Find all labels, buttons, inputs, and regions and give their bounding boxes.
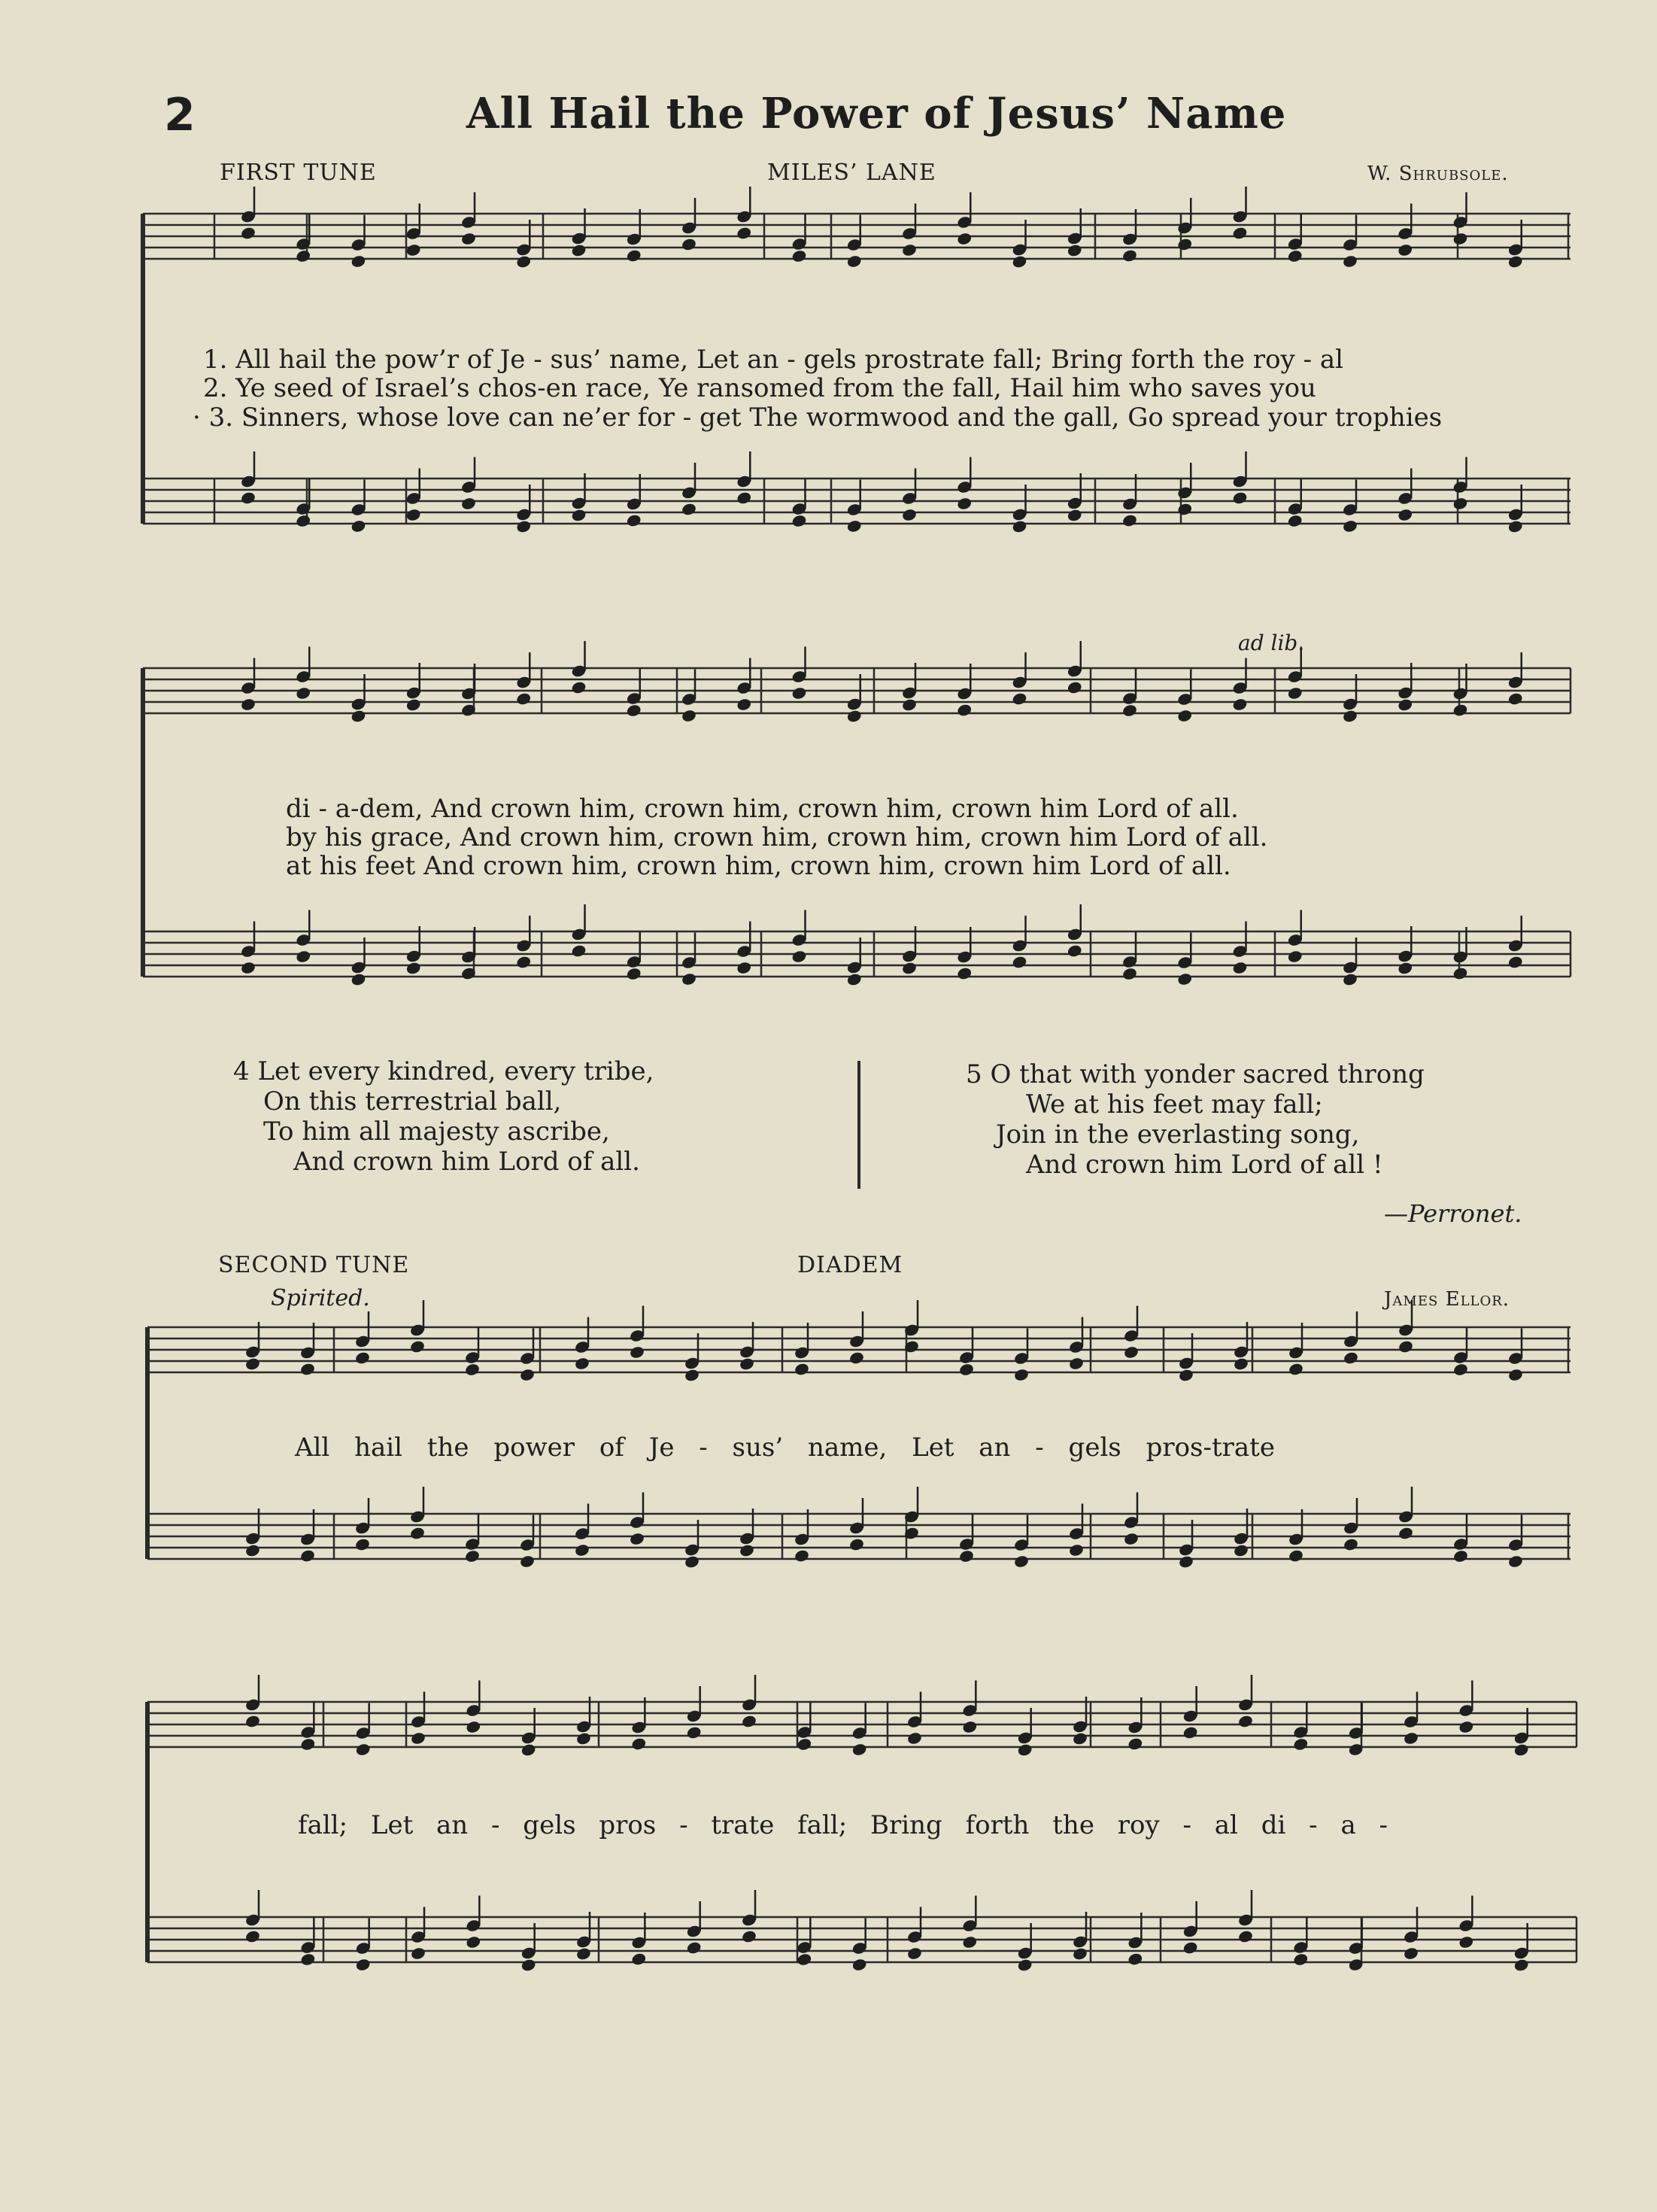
note-head: [520, 1743, 537, 1757]
note-head: [520, 1958, 537, 1972]
note-head: [1182, 1725, 1199, 1740]
note-head: [1178, 1368, 1194, 1382]
note-head: [351, 519, 367, 533]
note-head: [956, 966, 973, 980]
note-head: [1121, 967, 1138, 981]
note-head: [244, 1357, 261, 1371]
note-head: [741, 1714, 757, 1728]
note-head: [1342, 972, 1358, 986]
note-head: [1292, 1952, 1309, 1967]
note-head: [351, 972, 367, 986]
note-head: [736, 226, 752, 240]
note-head: [1012, 254, 1028, 269]
note-head: [681, 709, 697, 723]
note-head: [1342, 709, 1358, 723]
note-head: [405, 961, 422, 975]
note-head: [409, 1526, 426, 1540]
verse-4-line: To him all majesty ascribe,: [263, 1117, 610, 1147]
note-head: [1067, 943, 1083, 958]
note-head: [464, 1363, 481, 1377]
note-head: [244, 1543, 261, 1557]
note-head: [354, 1537, 371, 1551]
verse-5-line: We at his feet may fall;: [1026, 1089, 1323, 1120]
verse-divider: [857, 1061, 860, 1189]
note-head: [1397, 508, 1413, 522]
note-head: [848, 1351, 865, 1365]
note-head: [410, 1731, 426, 1746]
note-head: [681, 502, 697, 516]
note-head: [355, 1743, 372, 1757]
note-head: [901, 508, 918, 522]
note-head: [405, 508, 422, 522]
note-head: [791, 514, 808, 528]
note-head: [739, 1357, 755, 1371]
note-head: [1123, 1345, 1140, 1360]
note-head: [1458, 1935, 1474, 1949]
first-tune-verse2-end: by his grace, And crown him, crown him, crown him, crown him Lord of all.: [286, 822, 1268, 852]
note-head: [1013, 1368, 1030, 1382]
note-head: [848, 1537, 865, 1551]
note-head: [1507, 691, 1524, 706]
note-head: [1288, 1548, 1304, 1563]
note-head: [956, 232, 973, 246]
note-head: [410, 1946, 426, 1961]
note-head: [1017, 1743, 1033, 1757]
note-head: [901, 697, 918, 712]
note-head: [240, 697, 256, 712]
note-head: [571, 243, 587, 257]
note-head: [1017, 1958, 1033, 1972]
note-head: [515, 519, 532, 533]
note-head: [791, 950, 808, 964]
first-tune-verse2-line: 2. Ye seed of Israel’s chos-en race, Ye ransomed from the fall, Hail him who saves you: [203, 373, 1316, 403]
tempo-marking: Spirited.: [271, 1285, 370, 1311]
note-head: [240, 226, 256, 240]
note-head: [351, 254, 367, 269]
second-tune-label: SECOND TUNE: [218, 1252, 410, 1278]
note-head: [629, 1532, 645, 1546]
note-head: [1398, 1526, 1414, 1540]
note-head: [1452, 966, 1469, 980]
note-head: [1343, 1351, 1359, 1365]
note-head: [958, 1549, 975, 1563]
note-head: [1458, 1720, 1474, 1734]
note-head: [574, 1357, 590, 1371]
verse-4-line: On this terrestrial ball,: [263, 1086, 562, 1117]
note-head: [1507, 1554, 1524, 1569]
note-head: [794, 1362, 810, 1376]
note-head: [846, 972, 863, 986]
note-head: [295, 249, 311, 263]
note-head: [295, 514, 311, 528]
note-head: [1072, 1946, 1088, 1961]
note-head: [956, 703, 973, 717]
ad-lib-marking: ad lib.: [1238, 630, 1305, 655]
note-head: [846, 709, 863, 723]
note-head: [1067, 508, 1083, 522]
note-head: [739, 1543, 755, 1557]
note-head: [519, 1554, 536, 1569]
note-head: [295, 950, 311, 964]
note-head: [1403, 1946, 1419, 1961]
note-head: [405, 243, 422, 257]
note-head: [1232, 961, 1249, 975]
note-head: [1342, 254, 1358, 269]
note-head: [846, 519, 863, 533]
note-head: [299, 1548, 316, 1563]
note-head: [1397, 961, 1413, 975]
first-tune-verse3-line: · 3. Sinners, whose love can ne’er for - get The wormwood and the gall, Go spread your trophies: [193, 403, 1443, 433]
verse-4-line: And crown him Lord of all.: [293, 1147, 640, 1177]
note-head: [681, 972, 697, 986]
note-head: [1233, 1543, 1249, 1557]
note-head: [1068, 1543, 1085, 1557]
note-head: [1013, 1554, 1030, 1569]
note-head: [1403, 1731, 1419, 1746]
note-head: [901, 243, 918, 257]
note-head: [1232, 697, 1249, 712]
note-head: [1232, 226, 1249, 240]
note-head: [465, 1935, 481, 1949]
second-tune-name: DIADEM: [797, 1252, 903, 1278]
note-head: [405, 697, 422, 712]
verse-5-line: 5 O that with yonder sacred throng: [966, 1059, 1425, 1089]
note-head: [1507, 955, 1524, 969]
note-head: [1176, 237, 1193, 251]
note-head: [1452, 1363, 1469, 1377]
note-head: [460, 497, 477, 511]
note-head: [1287, 514, 1303, 528]
note-head: [1287, 686, 1303, 700]
note-head: [515, 691, 532, 706]
note-head: [1067, 243, 1083, 257]
first-tune-verse3-end: at his feet And crown him, crown him, crown him, crown him Lord of all.: [286, 851, 1231, 881]
note-head: [791, 249, 808, 263]
note-head: [686, 1725, 703, 1740]
note-head: [736, 961, 752, 975]
note-head: [1233, 1357, 1249, 1371]
note-head: [1178, 1554, 1194, 1569]
note-head: [460, 232, 477, 246]
note-head: [851, 1958, 868, 1972]
note-head: [571, 508, 587, 522]
note-head: [354, 1351, 371, 1365]
note-head: [1398, 1339, 1414, 1354]
note-head: [736, 697, 752, 712]
note-head: [575, 1731, 592, 1746]
note-head: [1237, 1929, 1254, 1943]
note-head: [1292, 1737, 1309, 1752]
verse-5-line: And crown him Lord of all !: [1026, 1150, 1383, 1180]
page-title: All Hail the Power of Jesus’ Name: [466, 89, 1287, 138]
note-head: [571, 680, 587, 694]
note-head: [1067, 680, 1083, 694]
note-head: [961, 1720, 978, 1734]
verse-4: [233, 1056, 654, 1177]
note-head: [686, 1940, 703, 1955]
note-head: [295, 686, 311, 700]
note-head: [1343, 1537, 1359, 1551]
note-head: [1127, 1952, 1143, 1966]
page-number: 2: [164, 89, 196, 141]
note-head: [958, 1363, 975, 1377]
note-head: [1121, 703, 1138, 718]
note-head: [791, 686, 808, 700]
note-head: [1507, 254, 1524, 269]
note-head: [1287, 950, 1303, 964]
second-tune-lyrics-2: fall; Let an - gels pros - trate fall; Bring forth the roy - al di - a -: [298, 1810, 1388, 1840]
note-head: [626, 513, 642, 527]
note-head: [684, 1554, 700, 1569]
note-head: [630, 1952, 647, 1966]
first-tune-verse1-end: di - a-dem, And crown him, crown him, crown him, crown him Lord of all.: [286, 794, 1239, 824]
note-head: [574, 1543, 590, 1557]
note-head: [1012, 955, 1028, 969]
note-head: [464, 1549, 481, 1563]
note-head: [1397, 697, 1413, 712]
note-head: [299, 1952, 316, 1967]
note-head: [796, 1737, 812, 1752]
note-head: [244, 1714, 261, 1728]
note-head: [1012, 691, 1028, 706]
note-head: [906, 1731, 923, 1746]
note-head: [1507, 519, 1524, 533]
note-head: [626, 967, 642, 981]
note-head: [1012, 519, 1028, 533]
note-head: [906, 1946, 923, 1961]
note-head: [1176, 972, 1193, 986]
note-head: [409, 1339, 426, 1354]
note-head: [1121, 248, 1138, 263]
note-head: [629, 1345, 645, 1360]
note-head: [515, 254, 532, 269]
first-tune-label: FIRST TUNE: [220, 160, 377, 186]
first-tune-verse1-line: 1. All hail the pow’r of Je - sus’ name, Let an - gels prostrate fall; Bring forth the roy - al: [203, 345, 1344, 375]
note-head: [575, 1946, 592, 1961]
note-head: [1513, 1743, 1530, 1757]
note-head: [355, 1958, 372, 1972]
note-head: [796, 1952, 812, 1967]
note-head: [1507, 1368, 1524, 1382]
note-head: [851, 1743, 868, 1757]
verse-4-line: 4 Let every kindred, every tribe,: [233, 1056, 654, 1086]
note-head: [626, 248, 642, 263]
note-head: [240, 961, 256, 975]
author-credit: —Perronet.: [1384, 1199, 1522, 1228]
first-tune-composer: W. Shrubsole.: [1367, 163, 1509, 185]
note-head: [1072, 1731, 1088, 1746]
note-head: [299, 1362, 316, 1376]
verse-5: [966, 1059, 1425, 1180]
note-head: [1237, 1714, 1254, 1728]
note-head: [1287, 249, 1303, 263]
note-head: [736, 491, 752, 505]
second-tune-composer: James Ellor.: [1384, 1288, 1510, 1311]
note-head: [681, 237, 697, 251]
note-head: [1123, 1532, 1140, 1546]
note-head: [1452, 1549, 1469, 1563]
note-head: [956, 497, 973, 511]
note-head: [901, 961, 918, 975]
note-head: [684, 1368, 700, 1382]
note-head: [1127, 1736, 1143, 1751]
note-head: [1513, 1958, 1530, 1972]
note-head: [1452, 232, 1469, 246]
note-head: [961, 1935, 978, 1949]
note-head: [299, 1737, 316, 1752]
note-head: [244, 1929, 261, 1943]
note-head: [240, 491, 256, 505]
note-head: [465, 1720, 481, 1734]
note-head: [1397, 243, 1413, 257]
note-head: [1182, 1940, 1199, 1955]
note-head: [1068, 1357, 1085, 1371]
note-head: [1232, 491, 1249, 505]
note-head: [351, 709, 367, 723]
note-head: [1452, 703, 1469, 717]
note-head: [846, 254, 863, 269]
note-head: [571, 943, 587, 958]
note-head: [630, 1736, 647, 1751]
note-head: [515, 955, 532, 969]
note-head: [626, 703, 642, 718]
note-head: [1452, 497, 1469, 511]
note-head: [1342, 519, 1358, 533]
note-head: [1176, 502, 1193, 516]
first-tune-name: MILES’ LANE: [767, 160, 936, 186]
verse-5-line: Join in the everlasting song,: [996, 1120, 1360, 1150]
second-tune-lyrics-1: All hail the power of Je - sus’ name, Let an - gels pros-trate: [295, 1433, 1275, 1463]
note-head: [1121, 513, 1138, 527]
note-head: [1176, 709, 1193, 723]
note-head: [1288, 1362, 1304, 1376]
note-head: [519, 1368, 536, 1382]
note-head: [741, 1929, 757, 1943]
note-head: [794, 1548, 810, 1563]
